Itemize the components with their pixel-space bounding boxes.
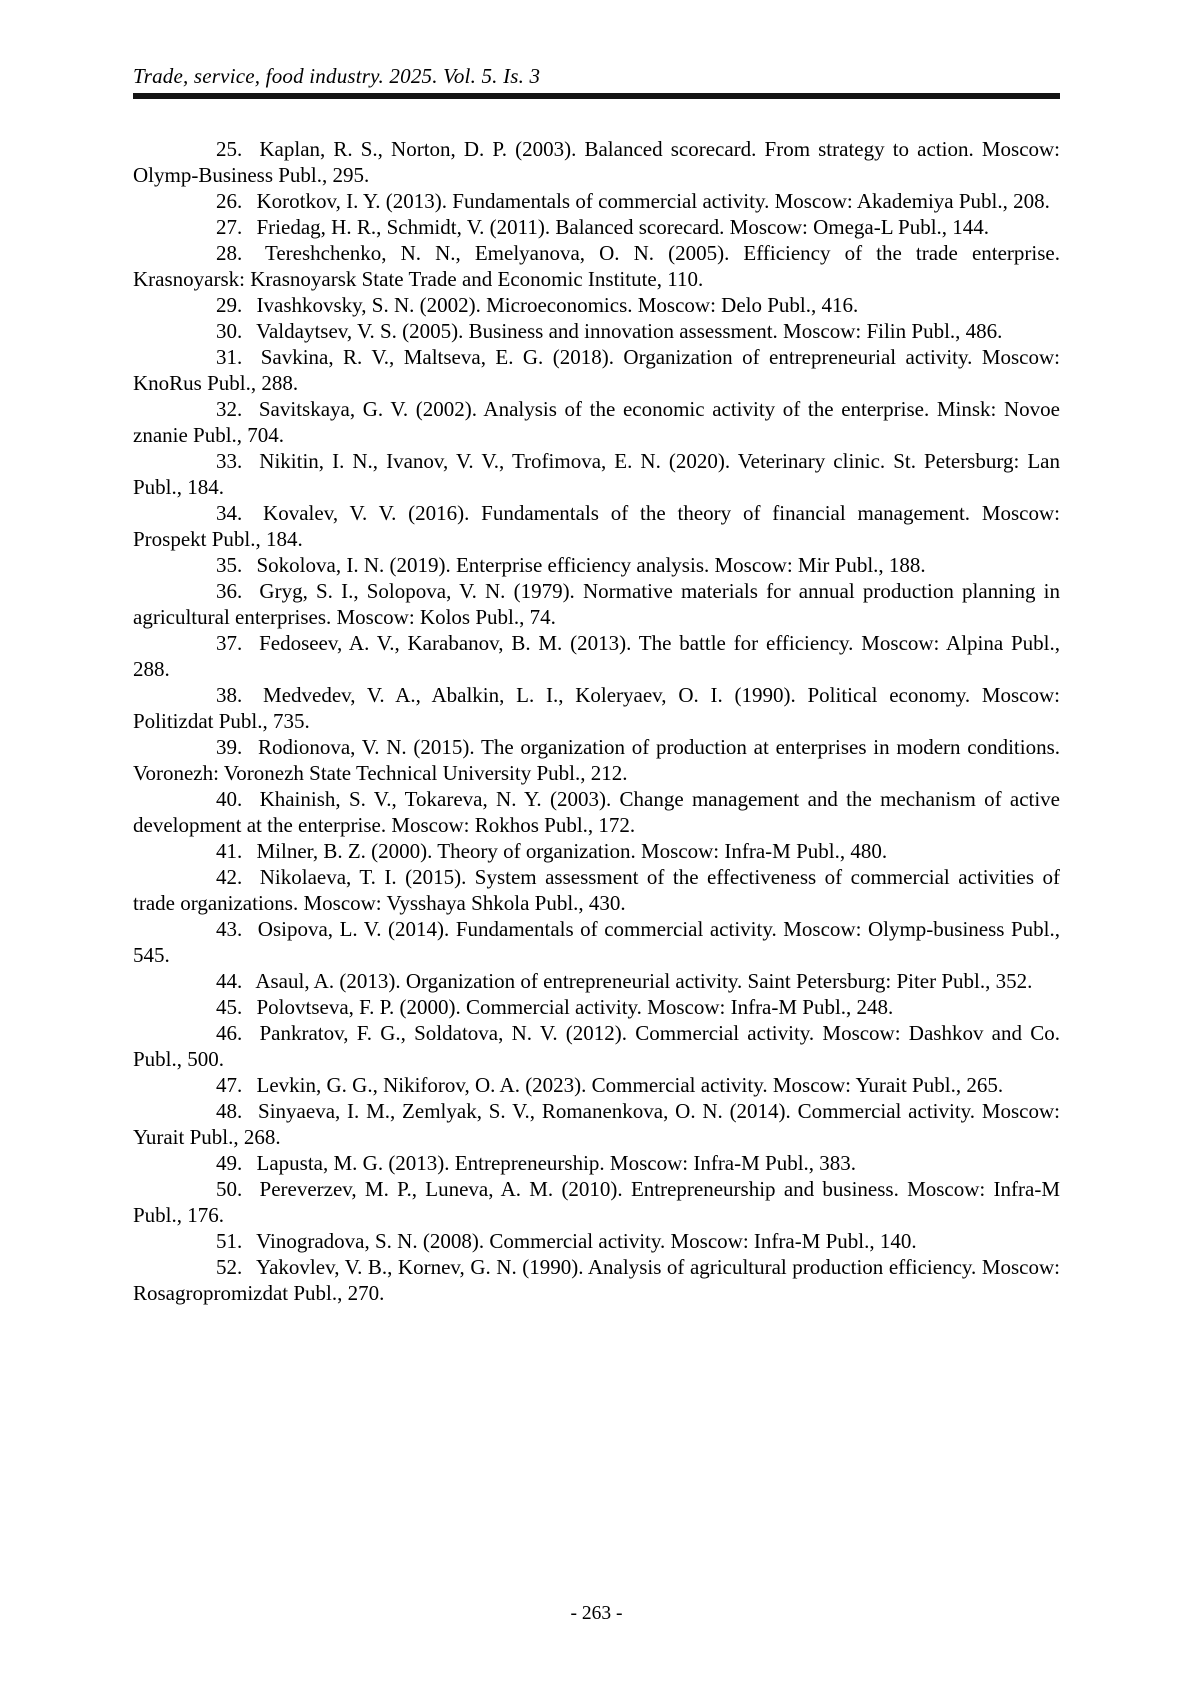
reference-text: Rodionova, V. N. (2015). The organization of production at enterprises in modern conditions. Voronezh: Voronezh State Technical University Publ., 212.	[133, 735, 1060, 785]
reference-item	[133, 240, 1060, 292]
reference-item	[133, 1228, 1060, 1254]
reference-number: 30.	[216, 319, 243, 343]
reference-number: 49.	[216, 1151, 243, 1175]
reference-text: Nikolaeva, T. I. (2015). System assessment of the effectiveness of commercial activities of trade organizations. Moscow: Vysshaya Shkola Publ., 430.	[133, 865, 1061, 915]
reference-text: Nikitin, I. N., Ivanov, V. V., Trofimova, E. N. (2020). Veterinary clinic. St. Petersburg: Lan Publ., 184.	[133, 449, 1060, 499]
page-footer	[133, 1603, 1060, 1625]
reference-item	[133, 1072, 1060, 1098]
page-number: - 263 -	[570, 1603, 623, 1624]
reference-item	[133, 734, 1060, 786]
reference-number: 38.	[216, 683, 243, 707]
reference-item	[133, 1098, 1060, 1150]
reference-text: Polovtseva, F. P. (2000). Commercial activity. Moscow: Infra-M Publ., 248.	[256, 995, 894, 1019]
reference-text: Valdaytsev, V. S. (2005). Business and innovation assessment. Moscow: Filin Publ., 486.	[256, 319, 1003, 343]
reference-text: Medvedev, V. A., Abalkin, L. I., Koleryaev, O. I. (1990). Political economy. Moscow: Politizdat Publ., 735.	[133, 683, 1061, 733]
reference-text: Friedag, H. R., Schmidt, V. (2011). Balanced scorecard. Moscow: Omega-L Publ., 144.	[256, 215, 990, 239]
reference-item	[133, 1176, 1060, 1228]
page-header	[133, 63, 1060, 99]
reference-text: Sokolova, I. N. (2019). Enterprise efficiency analysis. Moscow: Mir Publ., 188.	[256, 553, 926, 577]
reference-text: Pankratov, F. G., Soldatova, N. V. (2012). Commercial activity. Moscow: Dashkov and Co. Publ., 500.	[133, 1021, 1060, 1071]
reference-item	[133, 786, 1060, 838]
reference-text: Kaplan, R. S., Norton, D. P. (2003). Balanced scorecard. From strategy to action. Moscow: Olymp-Business Publ., 295.	[133, 137, 1061, 187]
reference-text: Sinyaeva, I. M., Zemlyak, S. V., Romanenkova, O. N. (2014). Commercial activity. Moscow: Yurait Publ., 268.	[133, 1099, 1060, 1149]
references-list	[133, 136, 1060, 1306]
reference-text: Osipova, L. V. (2014). Fundamentals of commercial activity. Moscow: Olymp-business Publ., 545.	[133, 917, 1061, 967]
reference-item	[133, 968, 1060, 994]
reference-text: Kovalev, V. V. (2016). Fundamentals of the theory of financial management. Moscow: Prospekt Publ., 184.	[133, 501, 1060, 551]
reference-text: Savkina, R. V., Maltseva, E. G. (2018). Organization of entrepreneurial activity. Moscow: KnoRus Publ., 288.	[133, 345, 1060, 395]
reference-item	[133, 136, 1060, 188]
reference-number: 50.	[216, 1177, 243, 1201]
reference-number: 45.	[216, 995, 243, 1019]
reference-text: Yakovlev, V. B., Kornev, G. N. (1990). Analysis of agricultural production efficiency. Moscow: Rosagropromizdat Publ., 270.	[133, 1255, 1060, 1305]
reference-number: 25.	[216, 137, 243, 161]
reference-number: 35.	[216, 553, 243, 577]
reference-item	[133, 344, 1060, 396]
reference-item	[133, 1254, 1060, 1306]
reference-text: Milner, B. Z. (2000). Theory of organization. Moscow: Infra-M Publ., 480.	[256, 839, 888, 863]
reference-text: Pereverzev, M. P., Luneva, A. M. (2010). Entrepreneurship and business. Moscow: Infra-M Publ., 176.	[133, 1177, 1060, 1227]
reference-item	[133, 396, 1060, 448]
reference-item	[133, 188, 1060, 214]
reference-item	[133, 1020, 1060, 1072]
reference-number: 32.	[216, 397, 243, 421]
reference-number: 37.	[216, 631, 243, 655]
reference-number: 42.	[216, 865, 243, 889]
reference-item	[133, 552, 1060, 578]
reference-item	[133, 916, 1060, 968]
reference-item	[133, 318, 1060, 344]
reference-number: 33.	[216, 449, 243, 473]
reference-number: 40.	[216, 787, 243, 811]
reference-text: Korotkov, I. Y. (2013). Fundamentals of commercial activity. Moscow: Akademiya Publ., 208.	[256, 189, 1050, 213]
reference-number: 46.	[216, 1021, 243, 1045]
reference-number: 51.	[216, 1229, 243, 1253]
reference-text: Gryg, S. I., Solopova, V. N. (1979). Normative materials for annual production planning in agricultural enterprises. Moscow: Kolos Publ., 74.	[133, 579, 1061, 629]
reference-text: Khainish, S. V., Tokareva, N. Y. (2003). Change management and the mechanism of active development at the enterprise. Moscow: Rokhos Publ., 172.	[133, 787, 1061, 837]
reference-text: Tereshchenko, N. N., Emelyanova, O. N. (2005). Efficiency of the trade enterprise. Krasnoyarsk: Krasnoyarsk State Trade and Economic Institute, 110.	[133, 241, 1060, 291]
reference-number: 41.	[216, 839, 243, 863]
reference-text: Lapusta, M. G. (2013). Entrepreneurship. Moscow: Infra-M Publ., 383.	[256, 1151, 857, 1175]
reference-item	[133, 214, 1060, 240]
reference-item	[133, 682, 1060, 734]
reference-item	[133, 864, 1060, 916]
reference-number: 28.	[216, 241, 243, 265]
reference-item	[133, 1150, 1060, 1176]
reference-item	[133, 630, 1060, 682]
reference-text: Asaul, A. (2013). Organization of entrepreneurial activity. Saint Petersburg: Piter Publ., 352.	[255, 969, 1033, 993]
reference-text: Ivashkovsky, S. N. (2002). Microeconomics. Moscow: Delo Publ., 416.	[256, 293, 859, 317]
reference-number: 36.	[216, 579, 243, 603]
reference-number: 48.	[216, 1099, 243, 1123]
reference-text: Savitskaya, G. V. (2002). Analysis of the economic activity of the enterprise. Minsk: Novoe znanie Publ., 704.	[133, 397, 1060, 447]
header-divider	[133, 93, 1060, 99]
reference-number: 52.	[216, 1255, 243, 1279]
reference-item	[133, 448, 1060, 500]
reference-text: Vinogradova, S. N. (2008). Commercial activity. Moscow: Infra-M Publ., 140.	[256, 1229, 917, 1253]
reference-number: 26.	[216, 189, 243, 213]
journal-title: Trade, service, food industry. 2025. Vol. 5. Is. 3	[133, 64, 541, 88]
reference-number: 39.	[216, 735, 243, 759]
reference-number: 27.	[216, 215, 243, 239]
reference-item	[133, 292, 1060, 318]
reference-item	[133, 838, 1060, 864]
reference-number: 47.	[216, 1073, 243, 1097]
reference-text: Fedoseev, A. V., Karabanov, B. M. (2013). The battle for efficiency. Moscow: Alpina Publ., 288.	[133, 631, 1061, 681]
reference-item	[133, 578, 1060, 630]
reference-number: 31.	[216, 345, 243, 369]
reference-number: 29.	[216, 293, 243, 317]
reference-number: 34.	[216, 501, 243, 525]
reference-item	[133, 994, 1060, 1020]
reference-text: Levkin, G. G., Nikiforov, O. A. (2023). Commercial activity. Moscow: Yurait Publ., 265.	[256, 1073, 1004, 1097]
reference-number: 44.	[216, 969, 243, 993]
reference-number: 43.	[216, 917, 243, 941]
reference-item	[133, 500, 1060, 552]
